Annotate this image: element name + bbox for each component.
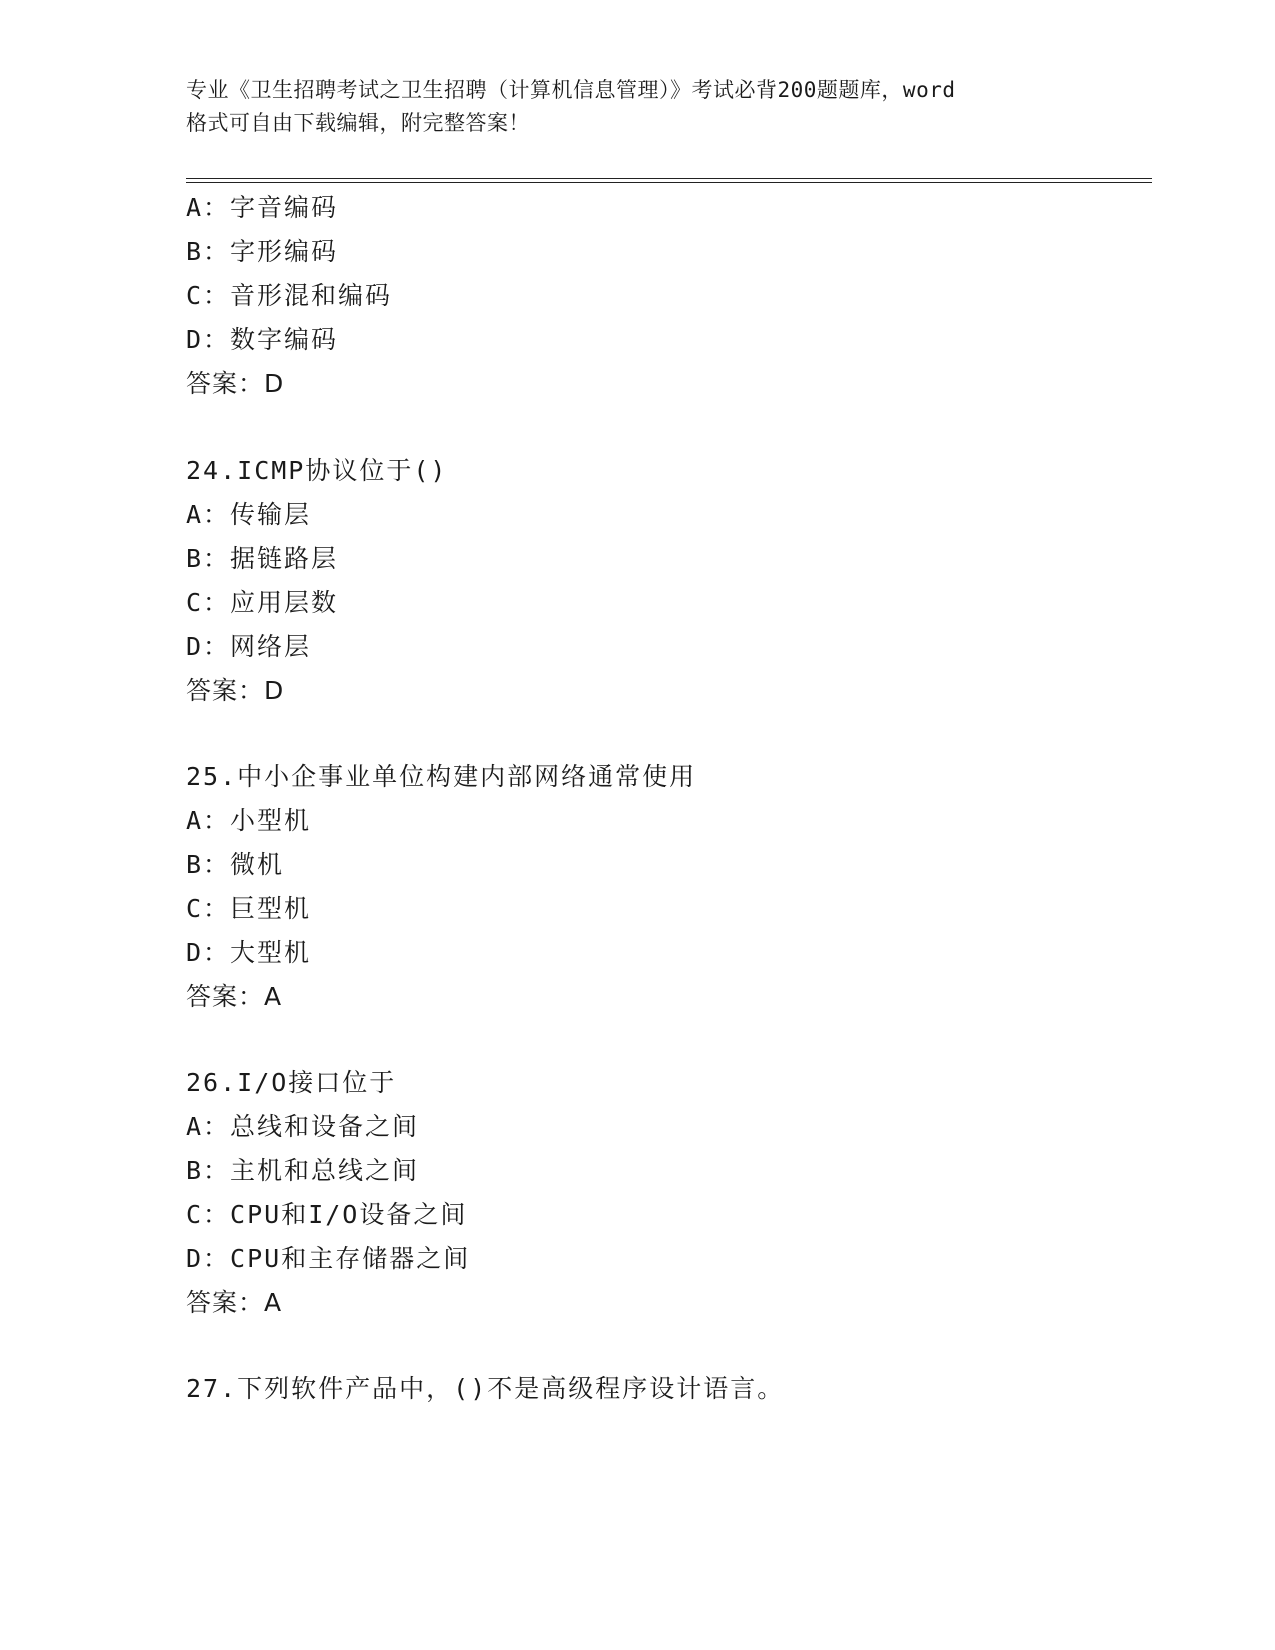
prev-option-c: C：音形混和编码	[186, 281, 393, 310]
question-25-option-d: D：大型机	[186, 938, 312, 967]
question-26-stem: 26.I/O接口位于	[186, 1068, 397, 1097]
question-26-option-d: D：CPU和主存储器之间	[186, 1244, 471, 1273]
question-25-option-b: B：微机	[186, 850, 285, 879]
document-header	[186, 74, 1086, 140]
question-27-stem: 27.下列软件产品中，()不是高级程序设计语言。	[186, 1374, 785, 1403]
prev-option-a: A：字音编码	[186, 193, 339, 222]
prev-option-b: B：字形编码	[186, 237, 339, 266]
question-26-option-c: C：CPU和I/O设备之间	[186, 1200, 468, 1229]
header-line-2: 格式可自由下载编辑，附完整答案！	[186, 111, 530, 135]
question-25-stem: 25.中小企事业单位构建内部网络通常使用	[186, 762, 697, 791]
header-divider-top	[186, 178, 1152, 179]
question-24-stem: 24.ICMP协议位于()	[186, 456, 448, 485]
question-24-option-d: D：网络层	[186, 632, 312, 661]
question-26-option-b: B：主机和总线之间	[186, 1156, 420, 1185]
prev-answer: 答案：D	[186, 369, 285, 398]
question-24-option-b: B：据链路层	[186, 544, 339, 573]
question-25-answer: 答案：A	[186, 982, 283, 1011]
question-24-option-c: C：应用层数	[186, 588, 339, 617]
question-26-answer: 答案：A	[186, 1288, 283, 1317]
header-divider-bottom	[186, 182, 1152, 183]
prev-option-d: D：数字编码	[186, 325, 339, 354]
question-25-option-a: A：小型机	[186, 806, 312, 835]
header-line-1: 专业《卫生招聘考试之卫生招聘（计算机信息管理）》考试必背200题题库，word	[186, 78, 956, 102]
question-26-option-a: A：总线和设备之间	[186, 1112, 420, 1141]
question-25-option-c: C：巨型机	[186, 894, 312, 923]
question-24-option-a: A：传输层	[186, 500, 312, 529]
question-24-answer: 答案：D	[186, 676, 285, 705]
